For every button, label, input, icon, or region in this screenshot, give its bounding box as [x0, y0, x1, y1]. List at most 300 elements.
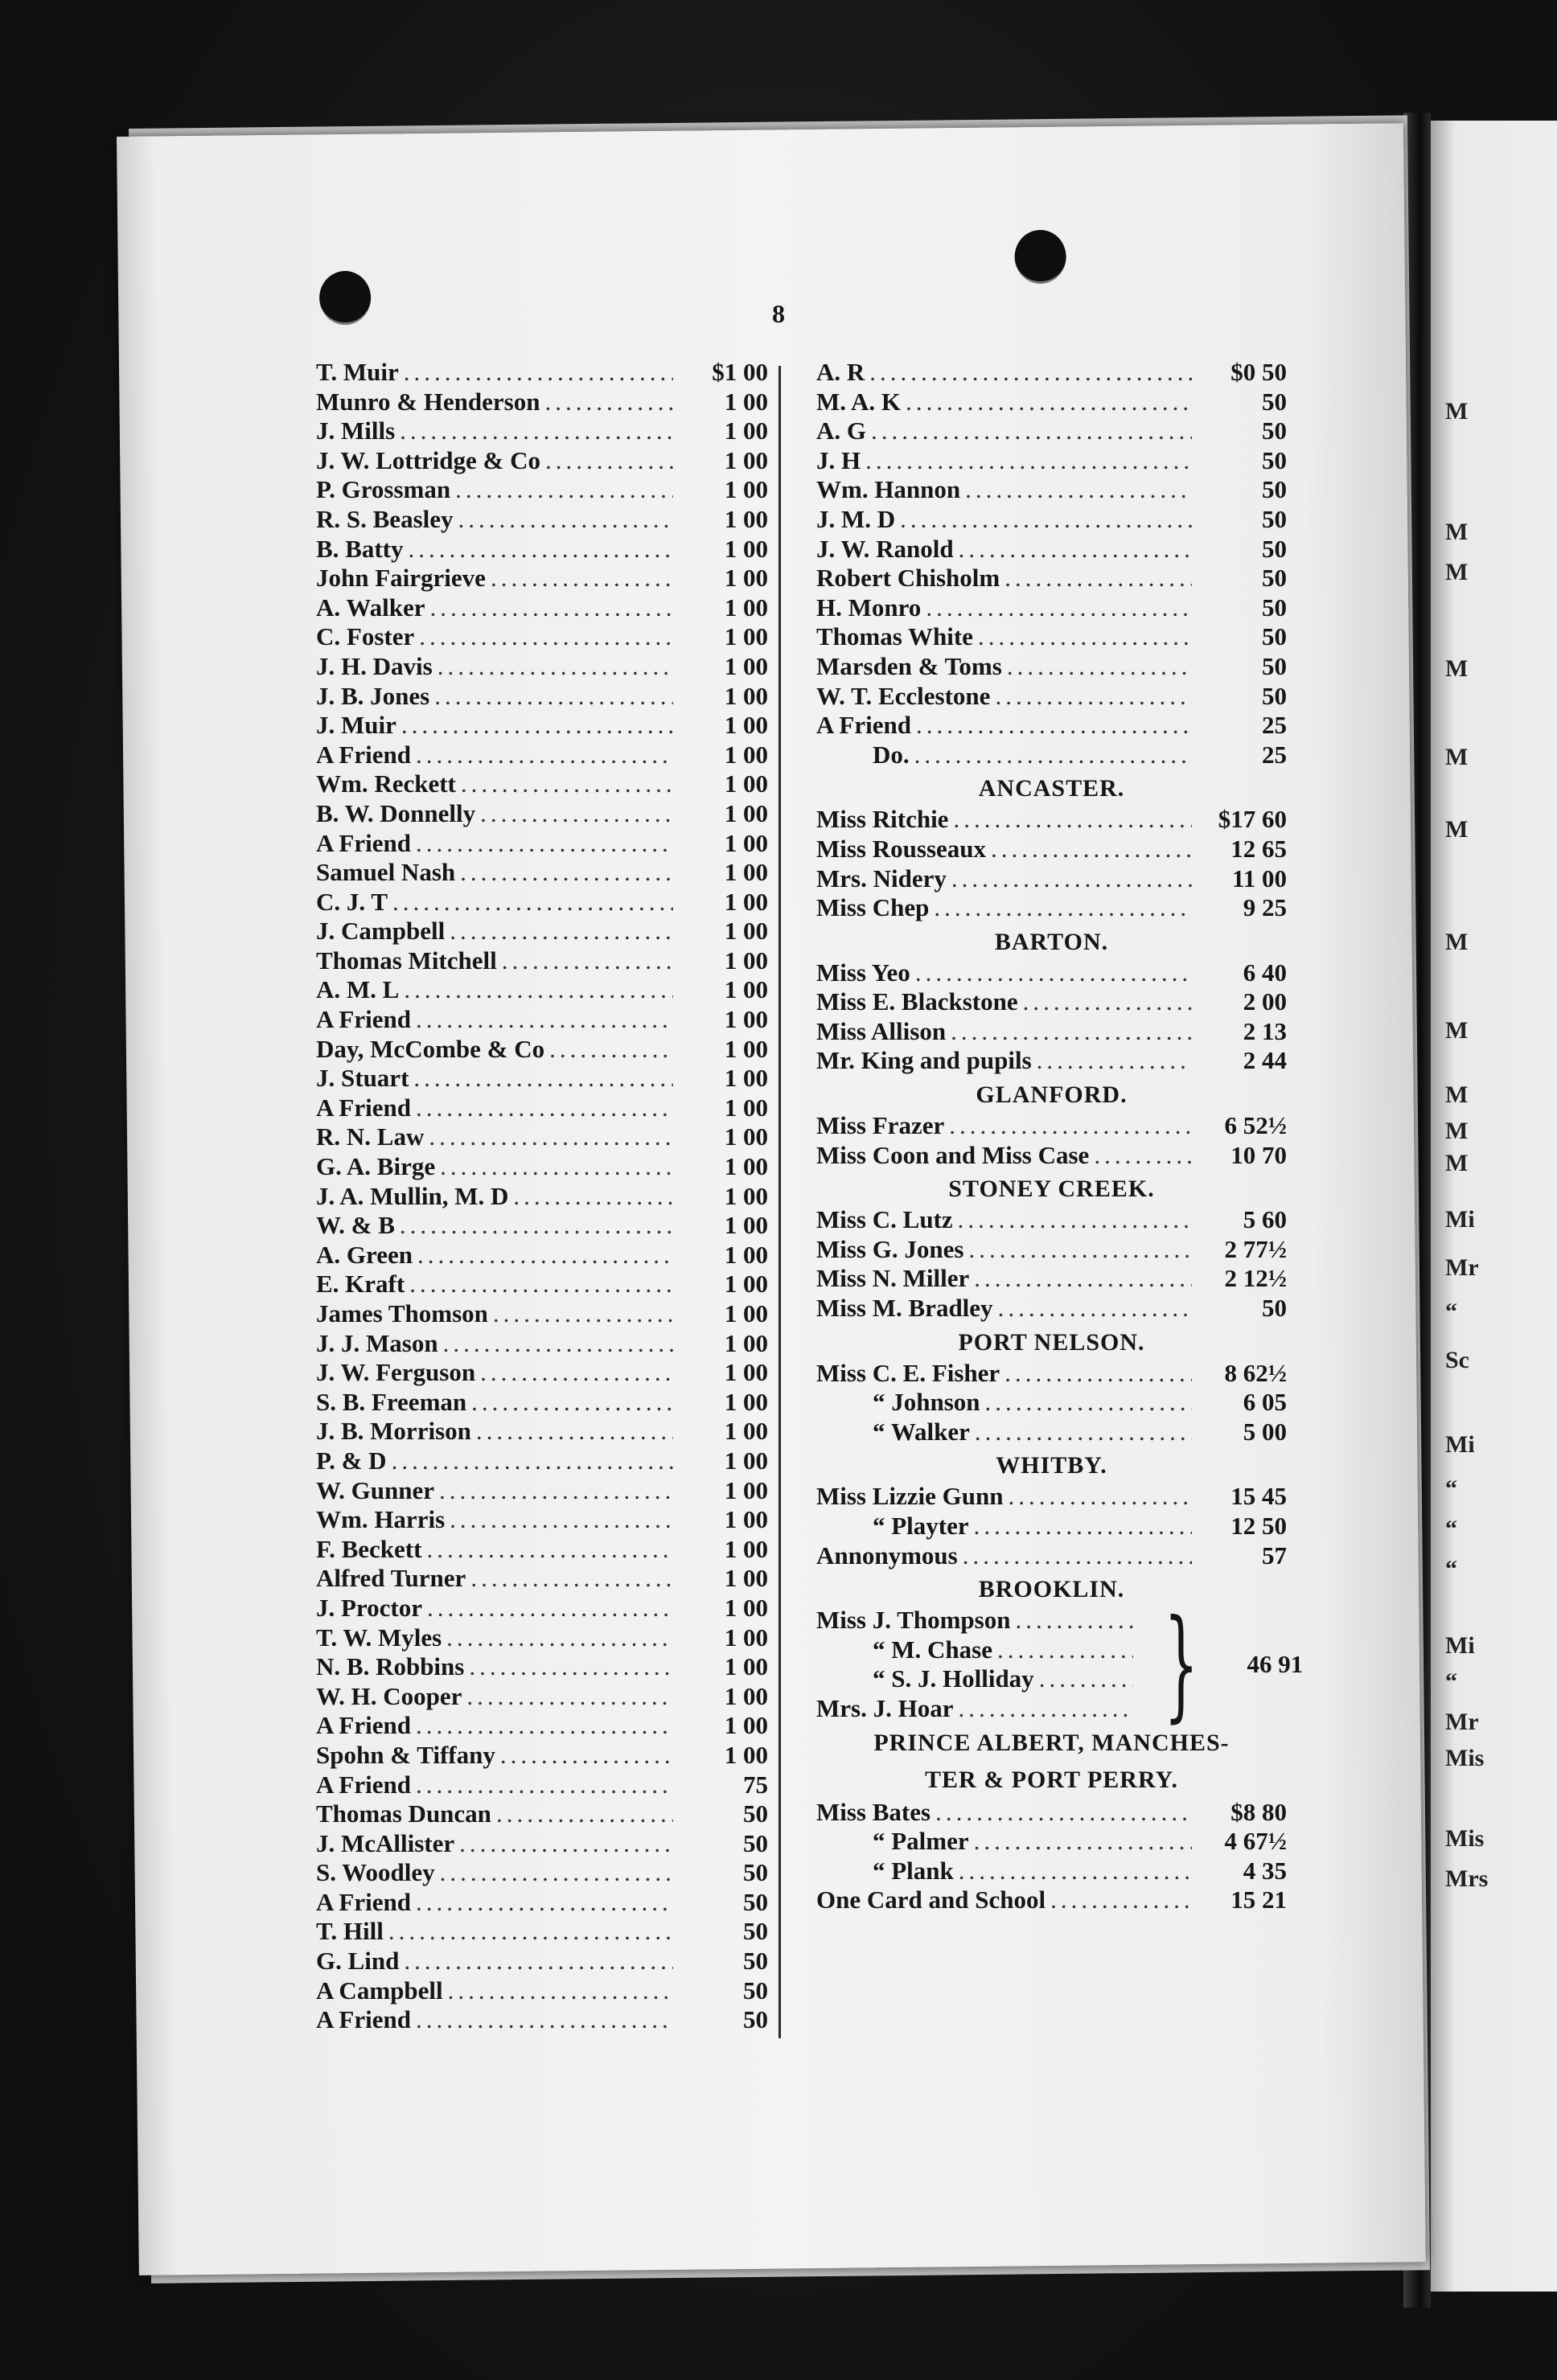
- donor-name: Miss Ritchie: [816, 805, 949, 834]
- donation-amount: 50: [1262, 622, 1287, 651]
- leader-dots: [1037, 1046, 1192, 1076]
- donation-amount: 6 40: [1243, 958, 1287, 987]
- leader-dots: [392, 1446, 673, 1476]
- donor-name: J. H. Davis: [316, 651, 433, 680]
- facing-page-edge: [1428, 121, 1557, 2292]
- donor-row: [316, 622, 768, 652]
- donor-name: E. Kraft: [316, 1270, 405, 1299]
- donor-row: [816, 1264, 1287, 1294]
- donor-name: Miss M. Bradley: [816, 1294, 993, 1323]
- donor-name: A. Walker: [316, 593, 425, 622]
- donation-amount: 1 00: [724, 1240, 768, 1269]
- donor-name: J. B. Jones: [316, 681, 430, 710]
- donor-name: Miss N. Miller: [816, 1264, 970, 1293]
- donor-row: [316, 1594, 768, 1623]
- donor-name: C. Foster: [316, 622, 415, 651]
- section-heading-prince-albert-line1: PRINCE ALBERT, MANCHES-: [873, 1729, 1230, 1756]
- facing-page-text-fragment: Mis: [1445, 1745, 1485, 1771]
- donation-amount: 12 50: [1230, 1512, 1287, 1540]
- donation-amount: 50: [1262, 593, 1287, 622]
- donor-row: [816, 805, 1287, 835]
- donor-row: [316, 2005, 768, 2035]
- leader-dots: [958, 1205, 1192, 1235]
- donor-row: [316, 358, 768, 388]
- facing-page-text-fragment: “: [1445, 1516, 1457, 1542]
- leader-dots: [434, 682, 673, 712]
- facing-page-text-fragment: Sc: [1445, 1347, 1469, 1373]
- donor-row: [316, 769, 768, 799]
- donor-name: Miss E. Blackstone: [816, 987, 1018, 1016]
- donation-amount: 1 00: [724, 1593, 768, 1622]
- donor-name: “ Plank: [873, 1856, 954, 1885]
- donor-row: [816, 1359, 1287, 1389]
- leader-dots: [974, 1512, 1192, 1541]
- donation-amount: 1 00: [724, 917, 768, 946]
- donor-name: A Friend: [316, 740, 411, 769]
- donation-amount: 2 13: [1243, 1016, 1287, 1045]
- leader-dots: [471, 1388, 673, 1418]
- section-heading-glanford: GLANFORD.: [976, 1081, 1128, 1109]
- donor-row: [316, 858, 768, 888]
- donor-name: Miss C. Lutz: [816, 1205, 953, 1234]
- donor-row: [316, 1299, 768, 1329]
- facing-page-text-fragment: Mi: [1445, 1632, 1475, 1659]
- leader-dots: [455, 475, 673, 505]
- leader-dots: [998, 1294, 1192, 1323]
- donor-name: A Friend: [316, 2005, 411, 2034]
- donor-name: “ M. Chase: [873, 1635, 992, 1664]
- left-column-donor-list: [316, 358, 768, 2035]
- donation-amount: 1 00: [724, 416, 768, 445]
- donation-amount: 4 35: [1243, 1856, 1287, 1885]
- donation-amount: 1 00: [724, 504, 768, 533]
- donor-row: [316, 1741, 768, 1771]
- facing-page-text-fragment: M: [1445, 519, 1469, 545]
- donor-row: [816, 835, 1287, 864]
- donor-name: A. M. L: [316, 975, 400, 1004]
- section-heading-prince-albert-line2: TER & PORT PERRY.: [925, 1766, 1178, 1793]
- leader-dots: [926, 593, 1192, 623]
- donor-row: [816, 1235, 1287, 1265]
- leader-dots: [544, 388, 673, 417]
- leader-dots: [958, 1694, 1133, 1724]
- donation-amount: 1 00: [724, 1740, 768, 1769]
- section-glanford: [816, 1111, 1287, 1170]
- leader-dots: [448, 1976, 673, 2006]
- leader-dots: [900, 505, 1192, 535]
- donor-row: [316, 1476, 768, 1506]
- donor-row: [316, 564, 768, 593]
- donor-name: P. Grossman: [316, 475, 451, 504]
- donation-amount: 1 00: [724, 564, 768, 593]
- right-column-donor-list: [816, 358, 1304, 1915]
- donor-name: Thomas Mitchell: [316, 946, 497, 975]
- donation-amount: $8 80: [1230, 1797, 1287, 1826]
- donor-row: [816, 416, 1287, 446]
- donor-row: [316, 505, 768, 535]
- facing-page-text-fragment: “: [1445, 1668, 1457, 1695]
- donor-name: J. H: [816, 445, 861, 474]
- donation-amount: 1 00: [724, 1034, 768, 1063]
- punch-hole-right: [1014, 230, 1066, 285]
- donor-row: [816, 1886, 1287, 1915]
- donor-row: [316, 1122, 768, 1152]
- donation-amount: 25: [1262, 740, 1287, 769]
- leader-dots: [409, 535, 674, 564]
- leader-dots: [959, 535, 1192, 564]
- donation-amount: 50: [1262, 1294, 1287, 1323]
- donation-amount: 15 21: [1230, 1886, 1287, 1914]
- donor-name: Spohn & Tiffany: [316, 1740, 495, 1769]
- page-number: 8: [772, 299, 785, 328]
- leader-dots: [446, 1623, 673, 1653]
- donor-name: A Friend: [316, 1711, 411, 1740]
- leader-dots: [959, 1857, 1192, 1886]
- donor-name: J. Mills: [316, 416, 396, 445]
- donor-row: [316, 1829, 768, 1859]
- donor-name: A Friend: [316, 828, 411, 857]
- donor-row: [816, 475, 1287, 505]
- donation-amount: 1 00: [724, 1564, 768, 1593]
- donation-amount: 1 00: [724, 858, 768, 887]
- facing-page-text-fragment: M: [1445, 816, 1469, 843]
- donation-amount: 50: [1262, 534, 1287, 563]
- facing-page-text-fragment: Mr: [1445, 1709, 1479, 1735]
- donor-name: W. H. Cooper: [316, 1681, 462, 1710]
- donor-name: A. R: [816, 358, 865, 386]
- donation-amount: 1 00: [724, 387, 768, 416]
- donor-name: G. Lind: [316, 1947, 400, 1976]
- donation-amount: 2 44: [1243, 1046, 1287, 1075]
- donation-amount: 4 67½: [1224, 1827, 1287, 1856]
- facing-page-text-fragment: Mr: [1445, 1254, 1479, 1281]
- donor-row: [816, 1857, 1287, 1886]
- donor-name: Mr. King and pupils: [816, 1046, 1032, 1075]
- donation-amount: 2 77½: [1224, 1234, 1287, 1263]
- donor-row: [316, 1771, 768, 1800]
- leader-dots: [1023, 987, 1192, 1017]
- donation-amount: 1 00: [724, 1505, 768, 1534]
- donor-row: [816, 446, 1287, 476]
- donor-row: [816, 1827, 1287, 1857]
- leader-dots: [439, 1476, 673, 1506]
- donor-name: C. J. T: [316, 887, 388, 916]
- leader-dots: [493, 1299, 673, 1329]
- donation-amount: 1 00: [724, 1711, 768, 1740]
- donor-name: J. W. Lottridge & Co: [316, 445, 540, 474]
- donor-row: [816, 1541, 1287, 1571]
- donation-amount: $1 00: [712, 358, 768, 386]
- donor-name: T. W. Myles: [316, 1623, 442, 1652]
- donation-amount: 50: [1262, 564, 1287, 593]
- donation-amount: 15 45: [1230, 1482, 1287, 1511]
- donor-row: [316, 1564, 768, 1594]
- donor-row: [816, 1798, 1287, 1828]
- donor-name: “ S. J. Holliday: [873, 1664, 1034, 1693]
- donor-name: B. W. Donnelly: [316, 798, 476, 827]
- donation-amount: 1 00: [724, 1152, 768, 1181]
- donation-amount: 1 00: [724, 534, 768, 563]
- donor-row: [816, 1017, 1287, 1047]
- donor-name: Mrs. Nidery: [816, 864, 947, 892]
- donor-row: [816, 1141, 1287, 1171]
- donor-name: Thomas Duncan: [316, 1799, 491, 1828]
- donor-name: A Friend: [316, 1093, 411, 1122]
- leader-dots: [469, 1652, 673, 1682]
- donor-row: [316, 652, 768, 682]
- donor-name: J. Proctor: [316, 1593, 422, 1622]
- donor-name: Miss Rousseaux: [816, 834, 987, 863]
- donation-amount: 1 00: [724, 1005, 768, 1034]
- leader-dots: [500, 1741, 673, 1771]
- donor-name: Miss J. Thompson: [816, 1606, 1011, 1635]
- donor-row: [316, 946, 768, 976]
- facing-page-text-fragment: M: [1445, 929, 1469, 955]
- donor-name: Miss G. Jones: [816, 1234, 964, 1263]
- donor-row: [316, 1799, 768, 1829]
- donor-row: [316, 1182, 768, 1212]
- donor-name: J. Stuart: [316, 1064, 409, 1093]
- facing-page-text-fragment: M: [1445, 1017, 1469, 1044]
- leader-dots: [416, 829, 673, 859]
- donor-row: [316, 1152, 768, 1182]
- leader-dots: [496, 1799, 673, 1829]
- donation-amount: 5 00: [1243, 1417, 1287, 1446]
- leader-dots: [1094, 1141, 1192, 1171]
- donor-name: A Friend: [816, 711, 911, 740]
- leader-dots: [951, 1017, 1192, 1047]
- donation-amount: 1 00: [724, 1623, 768, 1652]
- donor-name: Miss Bates: [816, 1797, 931, 1826]
- donor-name: J. A. Mullin, M. D: [316, 1181, 509, 1210]
- leader-dots: [1050, 1886, 1192, 1915]
- donation-amount: 1 00: [724, 1093, 768, 1122]
- donor-name: J. Muir: [316, 711, 396, 740]
- donation-amount: 1 00: [724, 1475, 768, 1504]
- donor-row: [816, 1388, 1287, 1418]
- donor-name: A Friend: [316, 1005, 411, 1034]
- section-heading-stoney-creek: STONEY CREEK.: [948, 1176, 1155, 1203]
- donor-name: W. T. Ecclestone: [816, 681, 991, 710]
- donor-row: [816, 682, 1287, 712]
- donor-row: [316, 1094, 768, 1123]
- donor-row: [816, 1606, 1138, 1635]
- donor-row: [316, 1417, 768, 1446]
- donation-amount: 1 00: [724, 1299, 768, 1327]
- leader-dots: [458, 505, 674, 535]
- donation-amount: 1 00: [724, 887, 768, 916]
- donation-amount: 50: [743, 1799, 768, 1828]
- leader-dots: [871, 416, 1192, 446]
- donor-name: Munro & Henderson: [316, 387, 540, 416]
- column-divider-rule: [778, 366, 781, 2038]
- leader-dots: [995, 682, 1192, 712]
- donation-amount: 2 00: [1243, 987, 1287, 1016]
- leader-dots: [400, 1211, 673, 1241]
- donor-name: Miss Frazer: [816, 1111, 945, 1140]
- leader-dots: [985, 1388, 1192, 1418]
- section-barton: [816, 958, 1287, 1076]
- donor-name: J. W. Ranold: [816, 534, 954, 563]
- leader-dots: [426, 1535, 673, 1565]
- donor-row: [316, 829, 768, 859]
- donor-row: [316, 1211, 768, 1241]
- donor-row: [316, 1388, 768, 1418]
- leader-dots: [915, 958, 1192, 988]
- donation-amount: 1 00: [724, 1446, 768, 1475]
- donor-row: [816, 505, 1287, 535]
- leader-dots: [1007, 652, 1192, 682]
- donation-amount: 5 60: [1243, 1205, 1287, 1234]
- donation-amount: 6 52½: [1224, 1111, 1287, 1140]
- leader-dots: [438, 652, 673, 682]
- donation-amount: 1 00: [724, 1358, 768, 1387]
- donation-amount: 1 00: [724, 1652, 768, 1681]
- donation-amount: 50: [743, 1917, 768, 1946]
- section-stoney-creek: [816, 1205, 1287, 1323]
- leader-dots: [460, 858, 673, 888]
- donor-row: [316, 1035, 768, 1065]
- donation-amount: $17 60: [1218, 805, 1287, 834]
- leader-dots: [991, 835, 1192, 864]
- section-heading-whitby: WHITBY.: [996, 1452, 1107, 1479]
- section-heading-ancaster: ANCASTER.: [978, 775, 1125, 802]
- donation-amount: 75: [743, 1770, 768, 1799]
- donation-amount: 1 00: [724, 475, 768, 504]
- donor-row: [316, 741, 768, 770]
- leader-dots: [404, 1947, 673, 1976]
- section-whitby: [816, 1482, 1287, 1570]
- leader-dots: [416, 741, 673, 770]
- donor-name: J. J. Mason: [316, 1328, 438, 1357]
- facing-page-text-fragment: M: [1445, 559, 1469, 585]
- donor-name: Miss Coon and Miss Case: [816, 1140, 1090, 1169]
- donor-name: F. Beckett: [316, 1534, 422, 1563]
- facing-page-text-fragment: Mis: [1445, 1825, 1485, 1852]
- leader-dots: [545, 446, 673, 476]
- donor-name: J. Campbell: [316, 917, 446, 946]
- donation-amount: 50: [743, 1858, 768, 1887]
- donation-amount: 50: [1262, 681, 1287, 710]
- donation-amount: 1 00: [724, 1122, 768, 1151]
- donor-row: [816, 1418, 1287, 1447]
- leader-dots: [440, 1152, 673, 1182]
- donation-amount: 1 00: [724, 445, 768, 474]
- donor-row: [316, 535, 768, 564]
- donor-row: [816, 1294, 1287, 1323]
- donation-amount: 1 00: [724, 1387, 768, 1416]
- donation-amount: 1 00: [724, 975, 768, 1004]
- section-heading-port-nelson: PORT NELSON.: [958, 1328, 1145, 1356]
- donation-amount: 57: [1262, 1541, 1287, 1570]
- donor-row: [316, 711, 768, 741]
- donor-name: S. Woodley: [316, 1858, 435, 1887]
- leader-dots: [513, 1182, 673, 1212]
- leader-dots: [416, 1888, 673, 1918]
- brooklin-group-amount: 46 91: [1247, 1650, 1304, 1679]
- leader-dots: [965, 475, 1192, 505]
- donor-name: J. McAllister: [316, 1828, 455, 1857]
- facing-page-text-fragment: Mi: [1445, 1206, 1475, 1233]
- donation-amount: 50: [1262, 416, 1287, 445]
- leader-dots: [865, 446, 1192, 476]
- donation-amount: 1 00: [724, 1534, 768, 1563]
- leader-dots: [440, 1858, 673, 1888]
- donation-amount: 50: [1262, 387, 1287, 416]
- leader-dots: [1015, 1606, 1133, 1635]
- donation-amount: 1 00: [724, 593, 768, 622]
- donor-row: [316, 1682, 768, 1712]
- leader-dots: [419, 622, 673, 652]
- leader-dots: [916, 711, 1192, 741]
- donor-row: [316, 1505, 768, 1535]
- donation-amount: 1 00: [724, 1181, 768, 1210]
- donor-row: [816, 1111, 1287, 1141]
- donation-amount: 50: [743, 1828, 768, 1857]
- donor-name: A Friend: [316, 1770, 411, 1799]
- donor-name: Miss Lizzie Gunn: [816, 1482, 1004, 1511]
- donor-name: Wm. Hannon: [816, 475, 961, 504]
- donor-row: [816, 864, 1287, 894]
- donation-amount: 50: [743, 2005, 768, 2034]
- donor-name: John Fairgrieve: [316, 564, 486, 593]
- donor-row: [316, 888, 768, 917]
- leader-dots: [951, 864, 1192, 894]
- leader-dots: [443, 1329, 673, 1359]
- donor-row: [316, 1270, 768, 1299]
- leader-dots: [549, 1035, 673, 1065]
- leader-dots: [949, 1111, 1192, 1141]
- donor-row: [816, 893, 1287, 923]
- donor-row: [816, 741, 1287, 770]
- donor-row: [316, 1329, 768, 1359]
- leader-dots: [963, 1541, 1192, 1571]
- donation-amount: 11 00: [1231, 864, 1287, 892]
- donation-amount: 50: [1262, 504, 1287, 533]
- leader-dots: [480, 799, 673, 829]
- leader-dots: [404, 358, 673, 388]
- donation-amount: 1 00: [724, 622, 768, 651]
- donor-name: P. & D: [316, 1446, 387, 1475]
- donor-row: [816, 358, 1287, 388]
- donor-name: Thomas White: [816, 622, 973, 651]
- leader-dots: [409, 1270, 673, 1299]
- donor-row: [816, 1635, 1138, 1665]
- donor-name: Day, McCombe & Co: [316, 1034, 545, 1063]
- donor-name: A. Green: [316, 1240, 413, 1269]
- donor-name: “ Playter: [873, 1512, 969, 1540]
- donation-amount: 1 00: [724, 1681, 768, 1710]
- leader-dots: [968, 1235, 1192, 1265]
- donation-amount: 50: [1262, 445, 1287, 474]
- leader-dots: [1004, 564, 1192, 593]
- leader-dots: [502, 946, 673, 976]
- donor-row: [816, 958, 1287, 988]
- donation-amount: 8 62½: [1224, 1358, 1287, 1387]
- donor-row: [316, 593, 768, 623]
- leader-dots: [476, 1417, 673, 1446]
- donor-row: [316, 1976, 768, 2006]
- facing-page-text-fragment: M: [1445, 1150, 1469, 1176]
- donor-row: [316, 1888, 768, 1918]
- donation-amount: 1 00: [724, 946, 768, 975]
- donor-row: [816, 1046, 1287, 1076]
- donor-name: James Thomson: [316, 1299, 488, 1327]
- leader-dots: [491, 564, 673, 593]
- donor-name: Miss Chep: [816, 893, 930, 922]
- donor-name: N. B. Robbins: [316, 1652, 465, 1681]
- donation-amount: 1 00: [724, 740, 768, 769]
